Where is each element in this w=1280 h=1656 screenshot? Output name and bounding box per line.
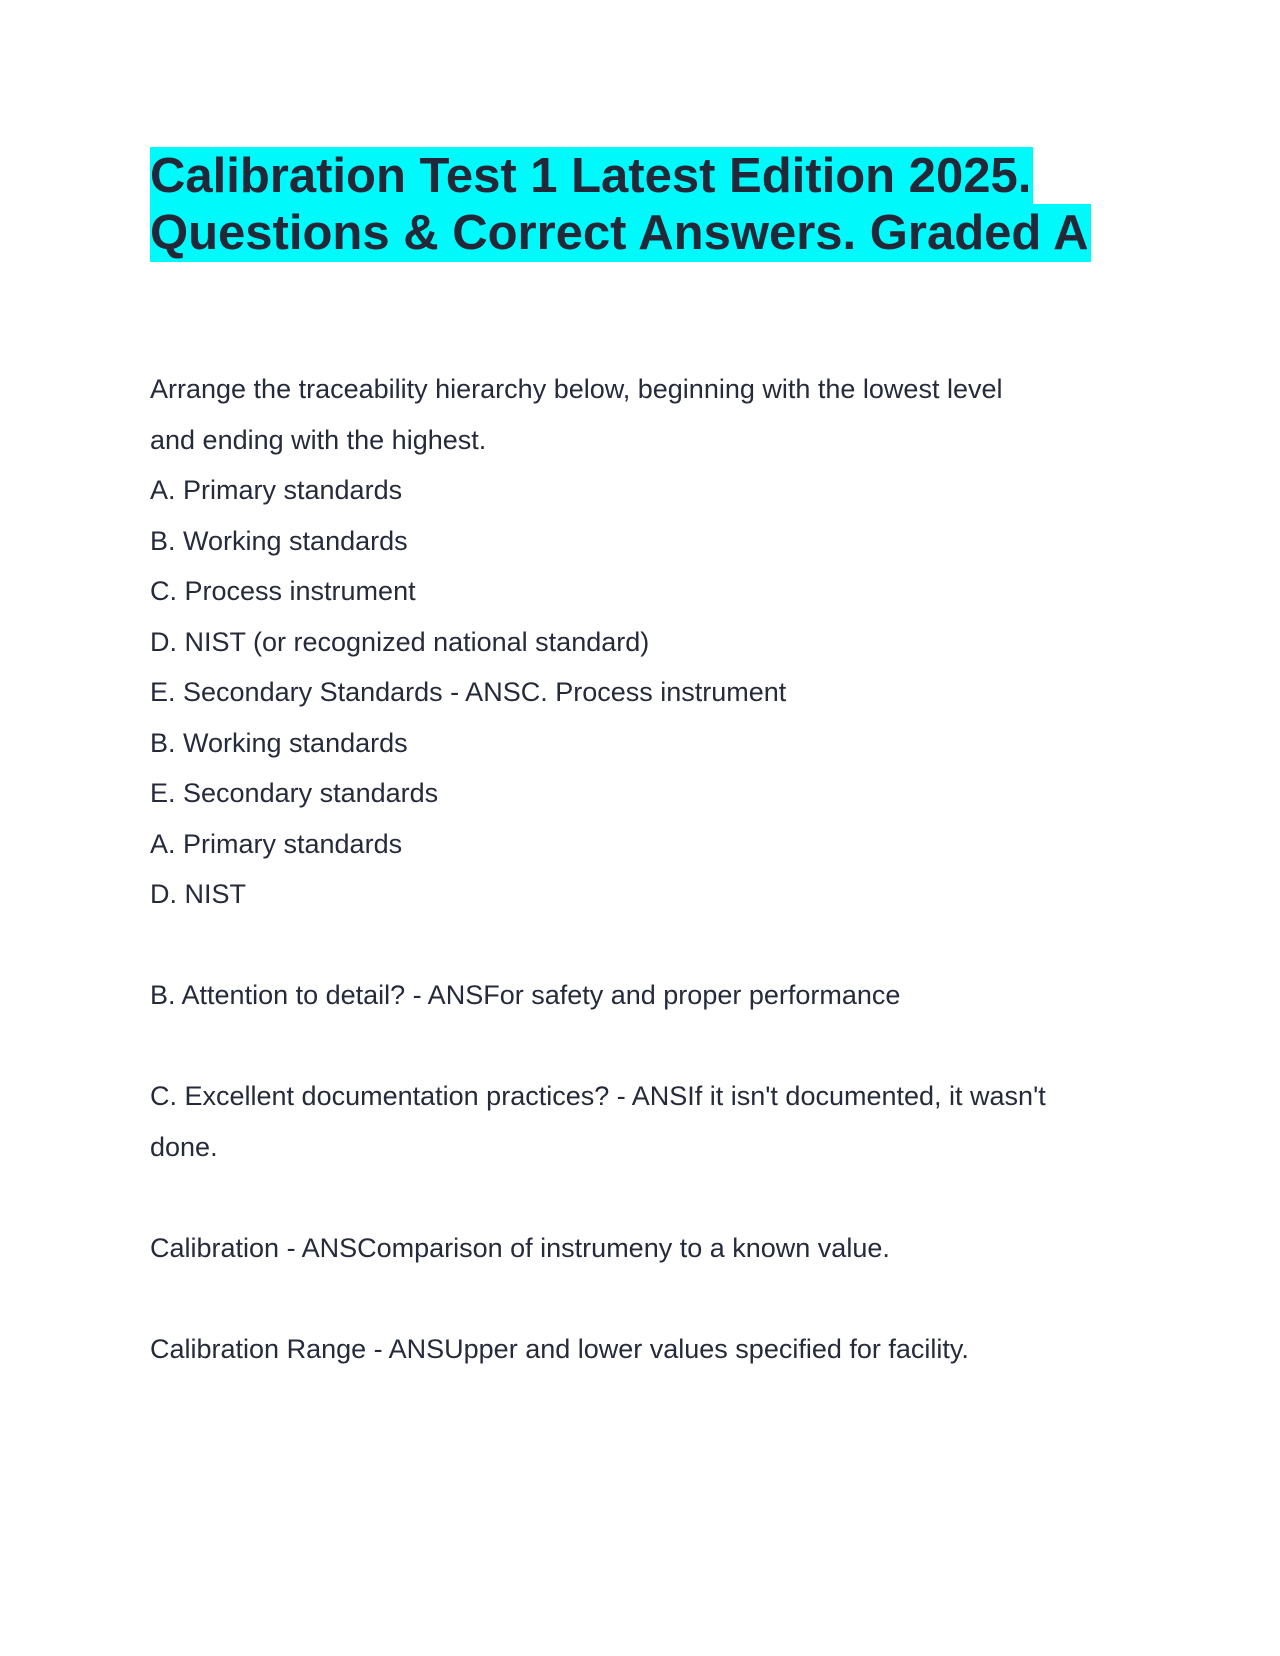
qa-line: done. [150, 1131, 218, 1162]
answer-line: B. Working standards [150, 727, 408, 758]
qa-line: Calibration Range - ANSUpper and lower values specified for facility. [150, 1333, 969, 1364]
option-line: D. NIST (or recognized national standard) [150, 626, 650, 657]
question-text-line: and ending with the highest. [150, 424, 487, 455]
document-title [150, 148, 1150, 262]
option-answer-line: E. Secondary Standards - ANSC. Process instrument [150, 677, 787, 707]
option-line: B. Working standards [150, 525, 408, 556]
paragraph-spacer [150, 1273, 1150, 1324]
question-documentation [150, 1071, 1150, 1172]
paragraph-spacer [150, 920, 1150, 971]
answer-line: D. NIST [150, 879, 247, 909]
title-line-2: Questions & Correct Answers. Graded A [150, 206, 1089, 260]
question-attention-to-detail [150, 970, 1150, 1021]
qa-line: B. Attention to detail? - ANSFor safety and proper performance [150, 980, 901, 1010]
question-text-line: Arrange the traceability hierarchy below, beginning with the lowest level [150, 374, 1003, 404]
answer-line: E. Secondary standards [150, 778, 439, 808]
paragraph-spacer [150, 1021, 1150, 1072]
question-calibration [150, 1223, 1150, 1274]
question-traceability [150, 364, 1150, 920]
answer-line: A. Primary standards [150, 828, 403, 859]
document-page [150, 148, 1150, 1374]
question-calibration-range [150, 1324, 1150, 1375]
option-line: C. Process instrument [150, 576, 416, 606]
paragraph-spacer [150, 1172, 1150, 1223]
option-line: A. Primary standards [150, 475, 403, 505]
qa-line: C. Excellent documentation practices? - ANSIf it isn't documented, it wasn't [150, 1081, 1046, 1111]
document-body [150, 364, 1150, 1374]
title-line-1: Calibration Test 1 Latest Edition 2025. [150, 149, 1032, 203]
qa-line: Calibration - ANSComparison of instrumeny to a known value. [150, 1232, 890, 1263]
